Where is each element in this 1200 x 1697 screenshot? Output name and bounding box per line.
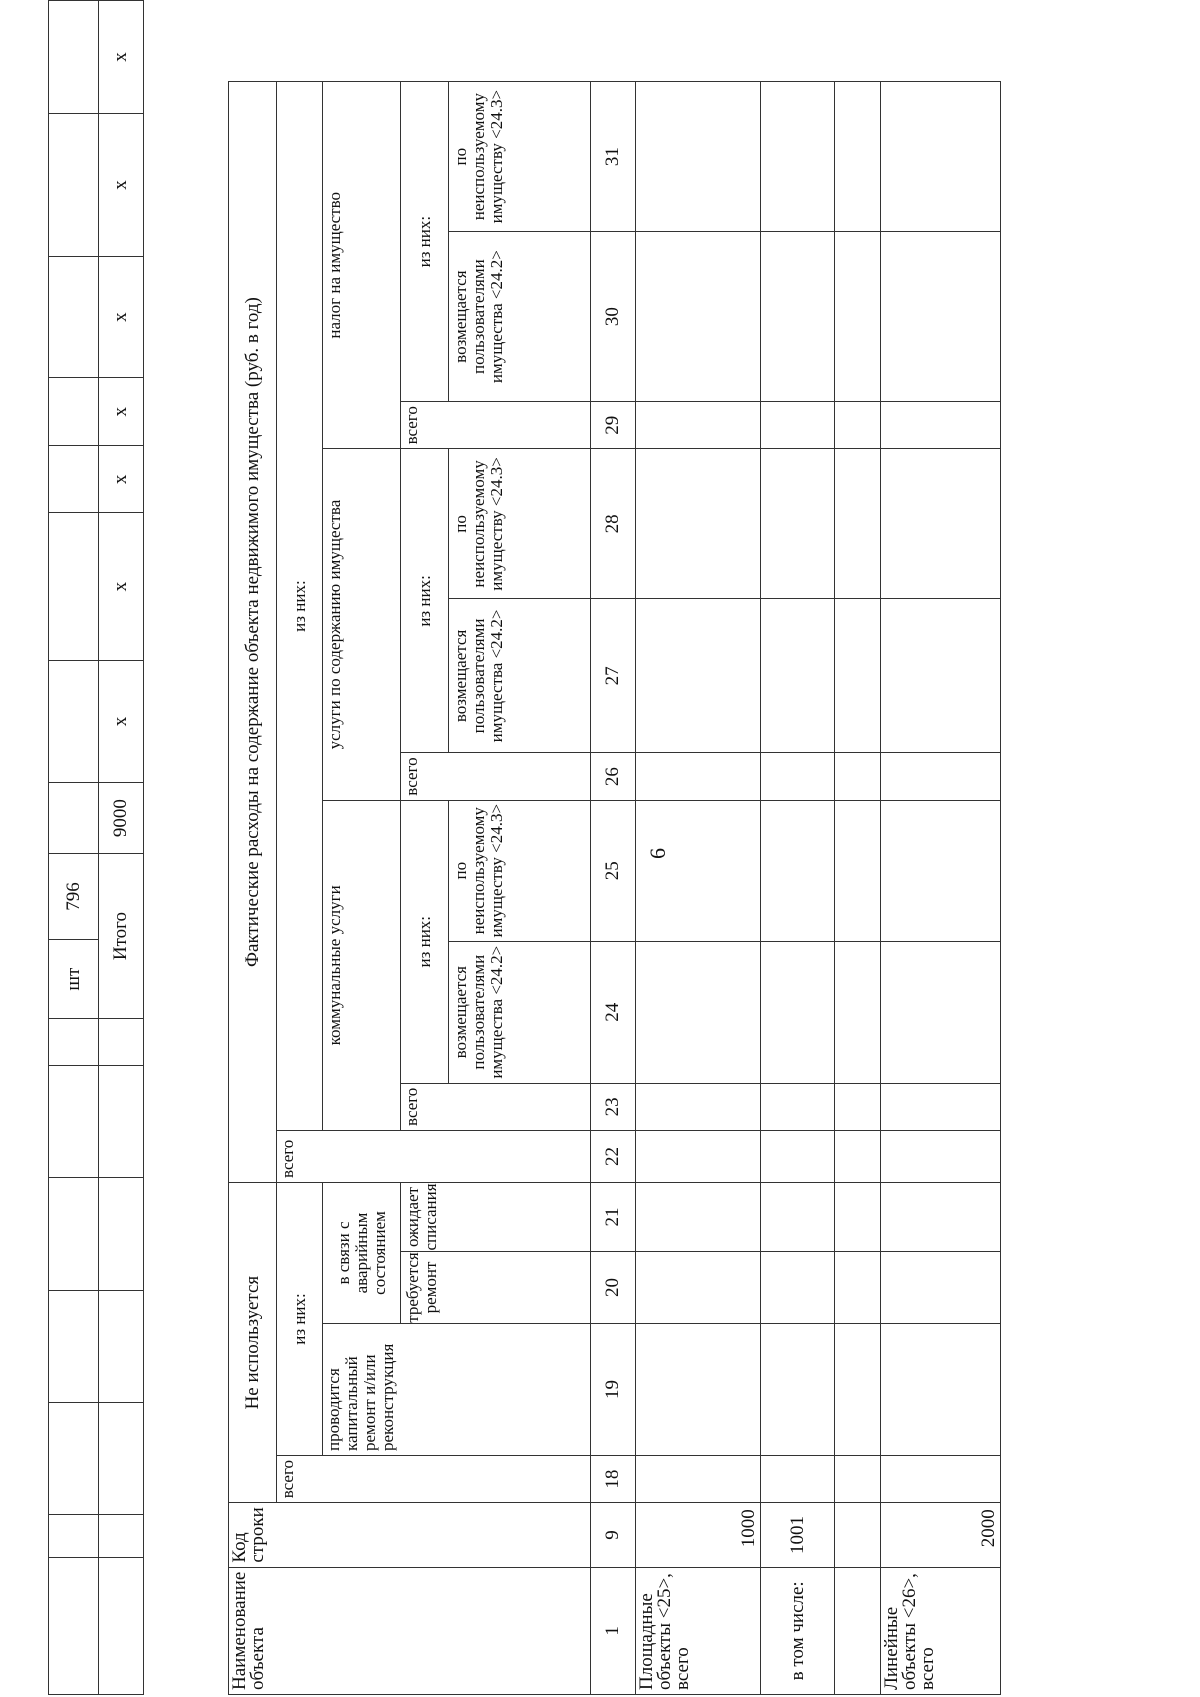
header-capital-repair: проводится капитальный ремонт и/или реконструкция <box>323 1323 591 1455</box>
unit-blank-cell <box>49 513 99 661</box>
total-code: 9000 <box>99 783 144 854</box>
data-cell <box>881 402 1001 449</box>
data-cell <box>636 232 761 402</box>
data-cell <box>761 753 835 800</box>
unit-blank-cell <box>99 1290 144 1402</box>
unit-blank-cell <box>99 1066 144 1178</box>
data-cell <box>761 1251 835 1323</box>
unit-blank-cell <box>49 1402 99 1514</box>
x-cell: x <box>99 513 144 661</box>
data-cell <box>636 1083 761 1130</box>
data-cell <box>636 599 761 753</box>
column-number: 23 <box>591 1083 636 1130</box>
data-cell <box>835 753 881 800</box>
column-number: 27 <box>591 599 636 753</box>
column-number: 26 <box>591 753 636 800</box>
data-cell <box>761 1182 835 1251</box>
header-actual-expenses: Фактические расходы на содержание объекта недвижимого имущества (руб. в год) <box>229 82 277 1183</box>
data-cell <box>835 449 881 599</box>
unit-blank-cell <box>49 1178 99 1290</box>
row-code: 1001 <box>761 1503 835 1567</box>
unit-blank-cell <box>49 1290 99 1402</box>
header-tax-total: всего <box>401 402 591 449</box>
data-cell <box>835 402 881 449</box>
unit-blank-cell <box>49 660 99 782</box>
data-cell <box>636 800 761 941</box>
data-cell <box>881 1182 1001 1251</box>
data-cell <box>761 1323 835 1455</box>
unit-blank-cell <box>49 1 99 114</box>
data-cell <box>881 449 1001 599</box>
data-cell <box>761 941 835 1083</box>
data-cell <box>881 599 1001 753</box>
header-needs-repair: требуется ремонт <box>401 1251 591 1323</box>
unit-blank-cell <box>99 1019 144 1066</box>
data-cell <box>835 1455 881 1502</box>
unit-label: шт <box>49 940 99 1019</box>
header-awaits-writeoff: ожидает списания <box>401 1182 591 1251</box>
data-cell <box>761 82 835 232</box>
unit-blank-cell <box>99 1515 144 1558</box>
data-cell <box>636 1455 761 1502</box>
header-maintenance: услуги по содержанию имущества <box>323 449 401 800</box>
unit-blank-cell <box>49 114 99 257</box>
header-maintenance-unused: по неиспользуемому имуществу <24.3> <box>449 449 591 599</box>
header-tax-reimbursed: возмещается пользователями имущества <24.2> <box>449 232 591 402</box>
unit-code: 796 <box>49 853 99 939</box>
data-cell <box>761 1083 835 1130</box>
header-not-used: Не используется <box>229 1182 277 1502</box>
header-utilities: коммунальные услуги <box>323 800 401 1130</box>
data-cell <box>881 82 1001 232</box>
data-cell <box>881 1251 1001 1323</box>
x-cell: x <box>99 446 144 513</box>
data-cell <box>835 941 881 1083</box>
data-cell <box>761 1130 835 1182</box>
unit-blank-cell <box>99 1178 144 1290</box>
data-cell <box>835 232 881 402</box>
header-expenses-total: всего <box>277 1130 591 1182</box>
header-utilities-unused: по неиспользуемому имуществу <24.3> <box>449 800 591 941</box>
header-name: Наименование объекта <box>229 1567 591 1694</box>
column-number: 31 <box>591 82 636 232</box>
data-cell <box>636 1251 761 1323</box>
unit-blank-cell <box>99 1558 144 1695</box>
data-cell <box>761 1455 835 1502</box>
data-cell <box>881 1455 1001 1502</box>
column-number: 24 <box>591 941 636 1083</box>
unit-blank-cell <box>99 1402 144 1514</box>
data-cell <box>636 1182 761 1251</box>
row-code: 2000 <box>881 1503 1001 1567</box>
header-utilities-of-them: из них: <box>401 800 449 1083</box>
column-number: 21 <box>591 1182 636 1251</box>
data-cell <box>636 1323 761 1455</box>
data-cell <box>835 599 881 753</box>
row-code: 1000 <box>636 1503 761 1567</box>
data-cell <box>835 1130 881 1182</box>
header-emergency: в связи с аварийным состоянием <box>323 1182 401 1323</box>
data-cell <box>761 449 835 599</box>
row-name <box>835 1567 881 1694</box>
column-number: 25 <box>591 800 636 941</box>
column-number: 30 <box>591 232 636 402</box>
header-maintenance-of-them: из них: <box>401 449 449 753</box>
data-cell <box>881 1083 1001 1130</box>
data-cell <box>636 941 761 1083</box>
data-cell <box>761 599 835 753</box>
column-number: 29 <box>591 402 636 449</box>
data-cell <box>881 1323 1001 1455</box>
column-number: 28 <box>591 449 636 599</box>
column-number: 22 <box>591 1130 636 1182</box>
header-expenses-of-them: из них: <box>277 82 323 1131</box>
column-number: 20 <box>591 1251 636 1323</box>
data-cell <box>835 1251 881 1323</box>
data-cell <box>636 82 761 232</box>
data-cell <box>636 1130 761 1182</box>
data-cell <box>881 753 1001 800</box>
unit-blank-cell <box>49 1515 99 1558</box>
x-cell: x <box>99 378 144 446</box>
column-number: 9 <box>591 1503 636 1567</box>
data-cell <box>761 402 835 449</box>
page-number: 6 <box>645 848 670 859</box>
header-maintenance-total: всего <box>401 753 591 800</box>
expenses-table <box>228 81 1001 1695</box>
data-cell <box>881 800 1001 941</box>
data-cell <box>636 449 761 599</box>
row-name: Линейные объекты <26>, всего <box>881 1567 1001 1694</box>
header-property-tax: налог на имущество <box>323 82 401 449</box>
data-cell <box>761 232 835 402</box>
unit-blank-cell <box>49 1066 99 1178</box>
unit-totals-table <box>48 0 144 1695</box>
unit-blank-cell <box>49 256 99 377</box>
header-tax-of-them: из них: <box>401 82 449 402</box>
x-cell: x <box>99 1 144 114</box>
column-number: 1 <box>591 1567 636 1694</box>
data-cell <box>761 800 835 941</box>
unit-blank-cell <box>49 378 99 446</box>
row-code <box>835 1503 881 1567</box>
header-tax-unused: по неиспользуемому имуществу <24.3> <box>449 82 591 232</box>
header-code: Код строки <box>229 1503 591 1567</box>
x-cell: x <box>99 256 144 377</box>
x-cell: x <box>99 660 144 782</box>
header-maintenance-reimbursed: возмещается пользователями имущества <24.2> <box>449 599 591 753</box>
data-cell <box>881 232 1001 402</box>
unit-blank-cell <box>49 1558 99 1695</box>
unit-blank-cell <box>49 783 99 854</box>
column-number: 18 <box>591 1455 636 1502</box>
header-utilities-total: всего <box>401 1083 591 1130</box>
header-not-used-total: всего <box>277 1455 591 1502</box>
column-number: 19 <box>591 1323 636 1455</box>
data-cell <box>835 1083 881 1130</box>
data-cell <box>881 1130 1001 1182</box>
data-cell <box>636 753 761 800</box>
data-cell <box>835 800 881 941</box>
row-name: Площадные объекты <25>, всего <box>636 1567 761 1694</box>
total-label: Итого <box>99 853 144 1018</box>
header-not-used-of-them: из них: <box>277 1182 323 1455</box>
data-cell <box>835 82 881 232</box>
header-utilities-reimbursed: возмещается пользователями имущества <24.2> <box>449 941 591 1083</box>
data-cell <box>881 941 1001 1083</box>
unit-blank-cell <box>49 1019 99 1066</box>
row-name: в том числе: <box>761 1567 835 1694</box>
data-cell <box>835 1323 881 1455</box>
unit-blank-cell <box>49 446 99 513</box>
data-cell <box>636 402 761 449</box>
data-cell <box>835 1182 881 1251</box>
x-cell: x <box>99 114 144 257</box>
